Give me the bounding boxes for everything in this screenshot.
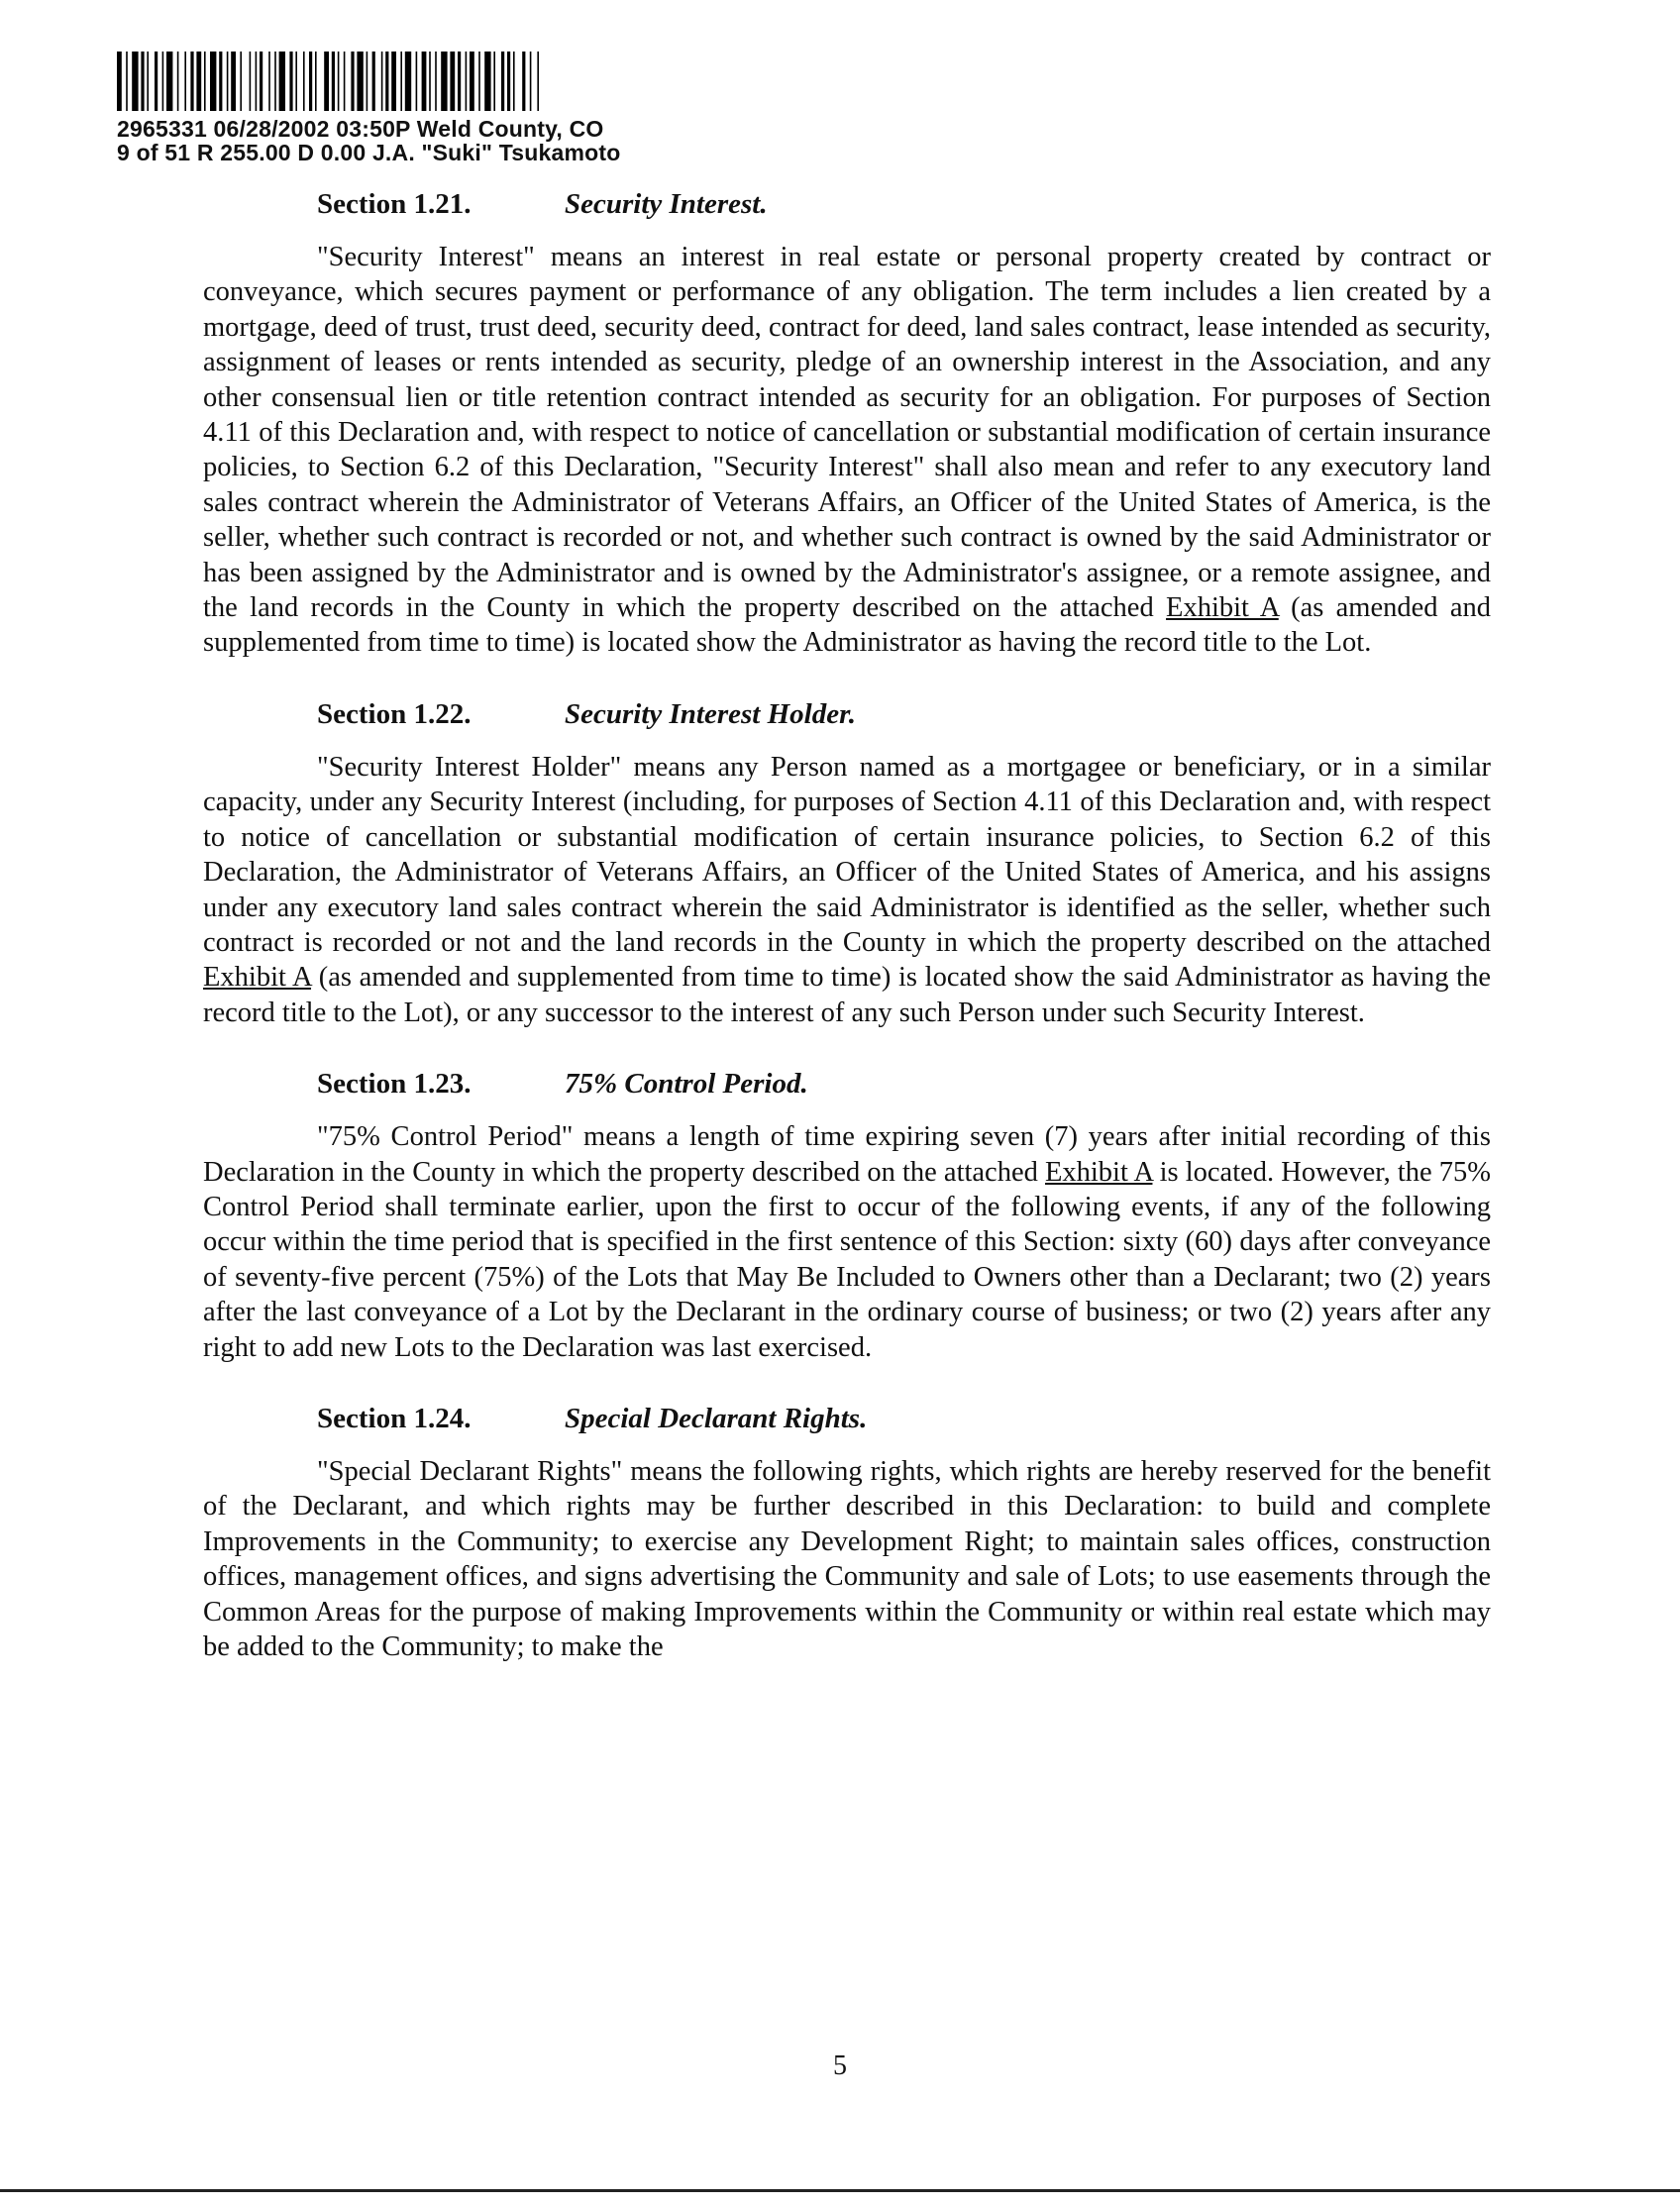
barcode (117, 52, 803, 111)
section-title: Security Interest. (565, 188, 768, 220)
document-body (203, 186, 1491, 1700)
exhibit-reference: Exhibit A (1044, 1156, 1153, 1188)
section-1-24 (203, 1401, 1491, 1664)
section-paragraph: "75% Control Period" means a length of time expiring seven (7) years after initial recording of this Declaration in the County in which the property described on the attached Exhibit A is located. However, the 75% Control Period shall terminate earlier, upon the first to occur of the following events, if any of the following occur within the time period that is specified in the first sentence of this Section: sixty (60) days after conveyance of seventy-five percent (75%) of the Lots that May Be Included to Owners other than a Declarant; two (2) years after the last conveyance of a Lot by the Declarant in the ordinary course of business; or two (2) years after any right to add new Lots to the Declaration was last exercised. (203, 1121, 1492, 1363)
section-title: 75% Control Period. (565, 1068, 808, 1101)
section-paragraph: "Special Declarant Rights" means the following rights, which rights are hereby reserved for the benefit of the Declarant, and which rights may be further described in this Declaration: to build and complete Improvements in the Community; to exercise any Development Right; to maintain sales offices, construction offices, management offices, and signs advertising the Community and sale of Lots; to use easements through the Common Areas for the purpose of making Improvements within the Community or within real estate which may be added to the Community; to make the (203, 1455, 1491, 1662)
section-number: Section 1.22. (317, 697, 472, 730)
exhibit-reference: Exhibit A (1166, 592, 1279, 624)
section-paragraph: "Security Interest" means an interest in real estate or personal property created by contract or conveyance, which secures payment or performance of any obligation. The term includes a lien created by a mortgage, deed of trust, trust deed, security deed, contract for deed, land sales contract, lease intended as security, assignment of leases or rents intended as security, pledge of an ownership interest in the Association, and any other consensual lien or title retention contract intended as security for an obligation. For purposes of Section 4.11 of this Declaration and, with respect to notice of cancellation or substantial modification of certain insurance policies, to Section 6.2 of this Declaration, "Security Interest" shall also mean and refer to any executory land sales contract wherein the Administrator of Veterans Affairs, an Officer of the United States of America, is the seller, whether such contract is recorded or not, and whether such contract is owned by the said Administrator or has been assigned by the Administrator and is owned by the Administrator's assignee, or a remote assignee, and the land records in the County in which the property described on the attached Exhibit A (as amended and supplemented from time to time) is located show the Administrator as having the record title to the Lot. (203, 242, 1492, 659)
section-1-22 (203, 696, 1491, 1030)
section-title: Security Interest Holder. (565, 697, 857, 730)
section-number: Section 1.24. (317, 1402, 472, 1434)
bottom-rule (0, 2189, 1680, 2192)
section-heading (317, 696, 1491, 732)
recording-info-line-2: 9 of 51 R 255.00 D 0.00 J.A. "Suki" Tsukamoto (117, 140, 621, 165)
section-1-21 (203, 186, 1491, 661)
section-paragraph: "Security Interest Holder" means any Person named as a mortgagee or beneficiary, or in a similar capacity, under any Security Interest (including, for purposes of Section 4.11 of this Declaration and, with respect to notice of cancellation or substantial modification of certain insurance policies, to Section 6.2 of this Declaration, the Administrator of Veterans Affairs, an Officer of the United States of America, and his assigns under any executory land sales contract wherein the said Administrator is identified as the seller, whether such contract is recorded or not and the land records in the County in which the property described on the attached Exhibit A (as amended and supplemented from time to time) is located show the said Administrator as having the record title to the Lot), or any successor to the interest of any such Person under such Security Interest. (203, 751, 1491, 1028)
section-number: Section 1.23. (317, 1068, 472, 1101)
section-heading (317, 186, 1491, 222)
section-1-23 (203, 1066, 1491, 1365)
exhibit-reference: Exhibit A (203, 962, 312, 994)
section-heading (317, 1401, 1491, 1436)
section-title: Special Declarant Rights. (565, 1402, 868, 1434)
recording-info-line-1: 2965331 06/28/2002 03:50P Weld County, CO (117, 116, 604, 142)
section-number: Section 1.21. (317, 188, 472, 220)
page-number: 5 (833, 2050, 847, 2081)
section-heading (317, 1066, 1491, 1102)
